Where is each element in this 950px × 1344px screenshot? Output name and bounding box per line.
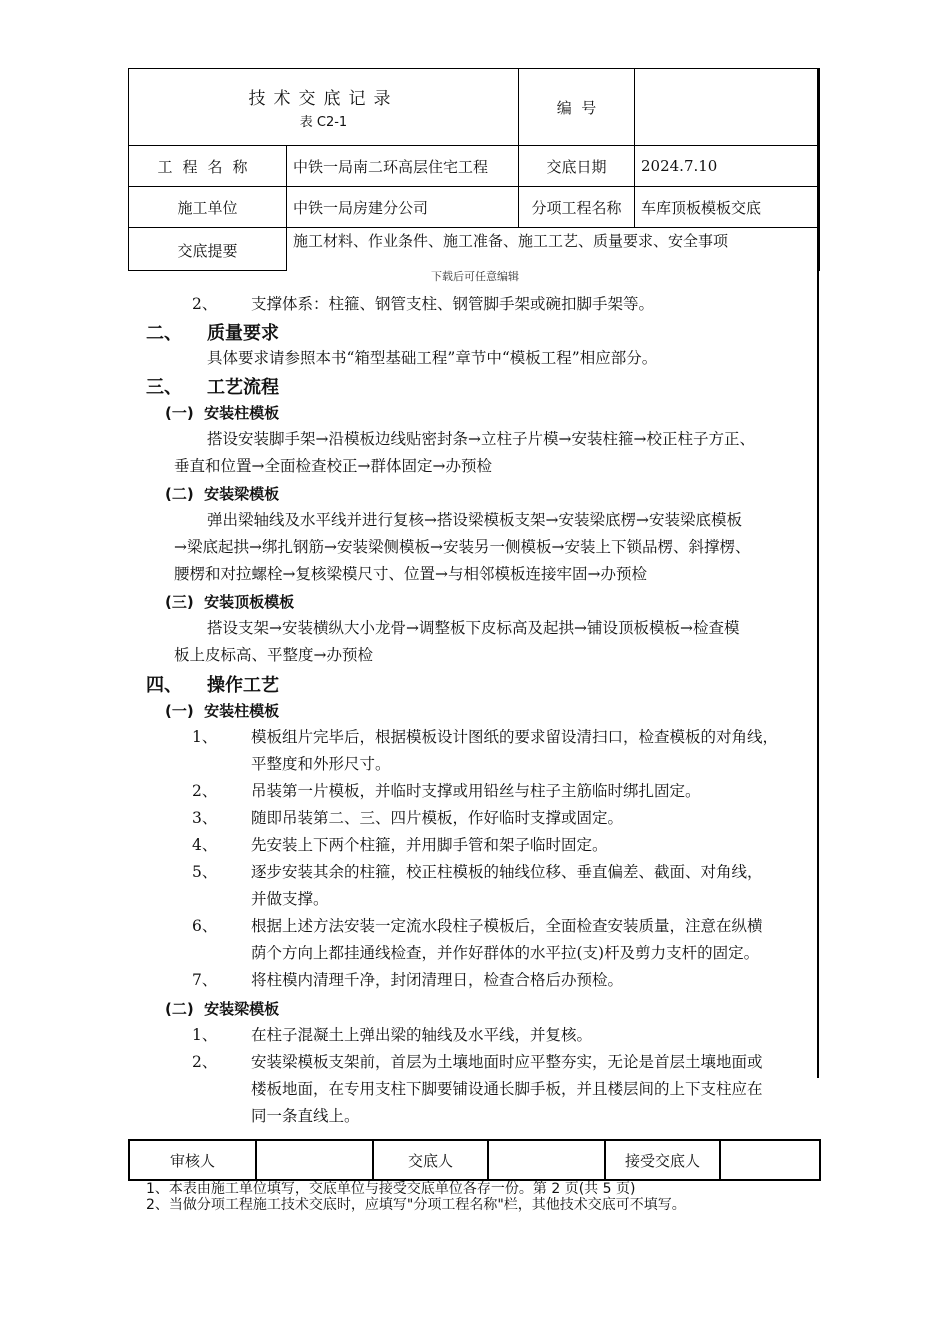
subsection-title: (一) 安装柱模板 [165,702,280,720]
subsection-title: (三) 安装顶板模板 [165,593,295,611]
section-title: 工艺流程 [207,377,279,398]
paragraph-line: 搭设支架→安装横纵大小龙骨→调整板下皮标高及起拱→铺设顶板模板→检查模 [207,619,740,637]
paragraph-line: 腰楞和对拉螺栓→复核梁模尺寸、位置→与相邻模板连接牢固→办预检 [174,565,647,583]
paragraph-line: 先安装上下两个柱箍，并用脚手管和架子临时固定。 [251,836,608,854]
list-number: 6、 [192,917,218,935]
receiver-label: 接受交底人 [605,1140,720,1180]
signature-table [128,1139,821,1181]
date-value[interactable]: 2024.7.10 [635,146,820,187]
list-number: 1、 [192,728,218,746]
reviewer-label: 审核人 [129,1140,256,1180]
paragraph-line: 并做支撑。 [251,890,329,908]
section-number: 二、 [146,323,182,344]
section-title: 质量要求 [207,323,279,344]
list-number: 4、 [192,836,218,854]
list-number: 7、 [192,971,218,989]
subsection-title: (二) 安装梁模板 [165,485,280,503]
paragraph-line: 吊装第一片模板，并临时支撑或用铅丝与柱子主筋临时绑扎固定。 [251,782,701,800]
number-value[interactable] [635,69,820,146]
paragraph-line: 搭设安装脚手架→沿模板边线贴密封条→立柱子片模→安装柱箍→校正柱子方正、 [207,430,755,448]
form-title: 技术交底记录 [248,89,399,109]
contractor-value[interactable]: 中铁一局房建分公司 [287,187,519,228]
footnote-1: 1、本表由施工单位填写，交底单位与接受交底单位各存一份。第 2 页(共 5 页) [146,1181,636,1197]
list-number: 2、 [192,295,218,313]
discloser-value[interactable] [488,1140,605,1180]
list-number: 5、 [192,863,218,881]
reviewer-value[interactable] [256,1140,373,1180]
project-name-value[interactable]: 中铁一局南二环高层住宅工程 [287,146,519,187]
list-number: 2、 [192,782,218,800]
project-name-label: 工程名称 [129,146,287,187]
summary-label: 交底提要 [129,228,287,271]
section-title: 操作工艺 [207,675,279,696]
paragraph-line: 垂直和位置→全面检查校正→群体固定→办预检 [174,457,492,475]
number-label: 编 号 [519,69,635,146]
date-label: 交底日期 [519,146,635,187]
paragraph-line: 随即吊装第二、三、四片模板，作好临时支撑或固定。 [251,809,624,827]
paragraph-line: 安装梁模板支架前，首层为土壤地面时应平整夯实，无论是首层土壤地面或 [251,1053,763,1071]
paragraph-line: 荫个方向上都挂通线检查，并作好群体的水平拉(支)杆及剪力支杆的固定。 [251,944,760,962]
subsection-title: (二) 安装梁模板 [165,1000,280,1018]
paragraph-line: 模板组片完毕后，根据模板设计图纸的要求留设清扫口，检查模板的对角线， [251,728,779,746]
list-number: 1、 [192,1026,218,1044]
form-title-cell [129,69,519,146]
paragraph-line: 弹出梁轴线及水平线并进行复核→搭设梁模板支架→安装梁底楞→安装梁底模板 [207,511,742,529]
summary-value[interactable]: 施工材料、作业条件、施工准备、施工工艺、质量要求、安全事项 [287,228,820,271]
paragraph-line: 根据上述方法安装一定流水段柱子模板后，全面检查安装质量，注意在纵横 [251,917,763,935]
receiver-value[interactable] [720,1140,820,1180]
paragraph-line: 具体要求请参照本书“箱型基础工程”章节中“模板工程”相应部分。 [207,349,658,367]
paragraph-line: →梁底起拱→绑扎钢筋→安装梁侧模板→安装另一侧模板→安装上下锁品楞、斜撑楞、 [174,538,751,556]
list-number: 2、 [192,1053,218,1071]
paragraph-line: 同一条直线上。 [251,1107,360,1125]
header-table [128,68,820,271]
list-number: 3、 [192,809,218,827]
paragraph-line: 在柱子混凝土上弹出梁的轴线及水平线，并复核。 [251,1026,593,1044]
paragraph-line: 楼板地面，在专用支柱下脚要铺设通长脚手板，并且楼层间的上下支柱应在 [251,1080,763,1098]
watermark-text: 下载后可任意编辑 [431,270,519,283]
paragraph-line: 逐步安装其余的柱箍，校正柱模板的轴线位移、垂直偏差、截面、对角线， [251,863,763,881]
discloser-label: 交底人 [373,1140,488,1180]
section-number: 三、 [146,377,182,398]
footnote-2: 2、当做分项工程施工技术交底时，应填写"分项工程名称"栏，其他技术交底可不填写。 [146,1197,686,1213]
subitem-value[interactable]: 车库顶板模板交底 [635,187,820,228]
contractor-label: 施工单位 [129,187,287,228]
subitem-label: 分项工程名称 [519,187,635,228]
paragraph-line: 支撑体系：柱箍、钢管支柱、钢管脚手架或碗扣脚手架等。 [251,295,655,313]
form-code: 表 C2-1 [299,115,348,130]
section-number: 四、 [146,675,182,696]
subsection-title: (一) 安装柱模板 [165,404,280,422]
paragraph-line: 平整度和外形尺寸。 [251,755,391,773]
paragraph-line: 板上皮标高、平整度→办预检 [174,646,373,664]
paragraph-line: 将柱模内清理千净，封闭清理日，检查合格后办预检。 [251,971,624,989]
